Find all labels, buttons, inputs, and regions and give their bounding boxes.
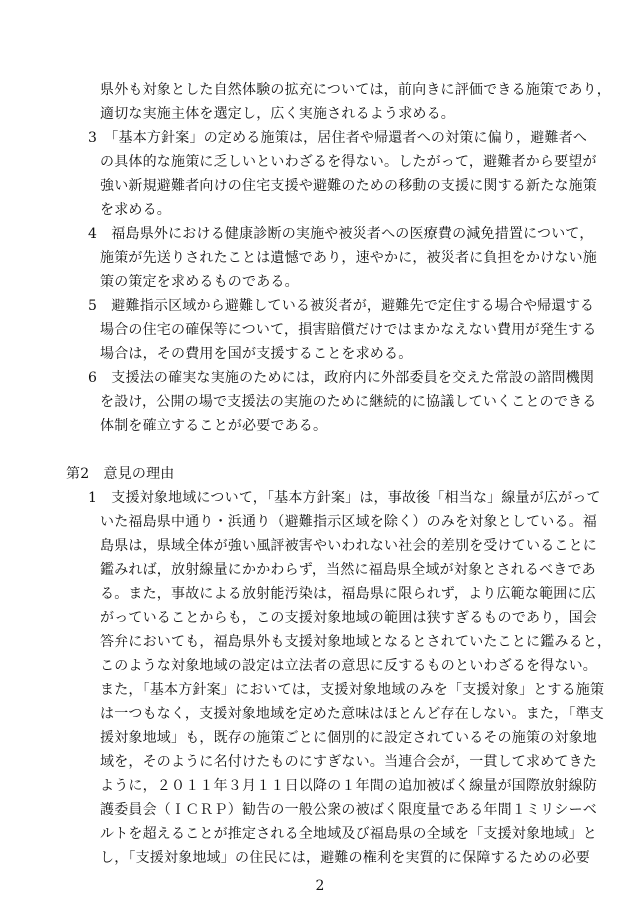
- text-line: 施策が先送りされたことは遺憾であり，速やかに，被災者に負担をかけない施: [100, 250, 597, 266]
- list-item-6-line: 6 支援法の確実な実施のためには，政府内に外部委員を交えた常設の諮問機関: [88, 370, 595, 386]
- list-item-4-line: 4 福島県外における健康診断の実施や被災者への医療費の減免措置について，: [88, 226, 594, 242]
- section-heading: 第2 意見の理由: [66, 466, 175, 482]
- list-item-5-line: 5 避難指示区域から避難している被災者が，避難先で定住する場合や帰還する: [88, 298, 595, 314]
- text-line: る。また，事故による放射能汚染は，福島県に限られず，より広範な範囲に広: [100, 586, 596, 602]
- text-line: 場合の住宅の確保等について，損害賠償だけではまかなえない費用が発生する: [100, 322, 597, 338]
- text-line: を求める。: [100, 202, 171, 218]
- text-line: 答弁においても，福島県外も支援対象地域となるとされていたことに鑑みると，: [100, 634, 612, 650]
- text-line: 島県は，県域全体が強い風評被害やいわれない社会的差別を受けていることに: [100, 538, 597, 554]
- text-line: は一つもなく，支援対象地域を定めた意味はほとんど存在しない。また，「準支: [100, 706, 604, 722]
- text-line: の具体的な施策に乏しいといわざるを得ない。したがって，避難者から要望が: [100, 154, 597, 170]
- text-line: また，「基本方針案」においては，支援対象地域のみを「支援対象」とする施策: [100, 682, 605, 698]
- text-line: ルトを超えることが推定される全地域及び福島県の全域を「支援対象地域」と: [100, 826, 597, 842]
- text-line: がっていることからも，この支援対象地域の範囲は狭すぎるものであり，国会: [100, 610, 597, 626]
- text-line: を設け，公開の場で支援法の実施のために継続的に協議していくことのできる: [100, 394, 597, 410]
- text-line: し，「支援対象地域」の住民には，避難の権利を実質的に保障するための必要: [100, 850, 590, 866]
- text-line: 体制を確立することが必要である。: [100, 418, 328, 434]
- text-line: 強い新規避難者向けの住宅支援や避難のための移動の支援に関する新たな施策: [100, 178, 597, 194]
- text-line: いた福島県中通り・浜通り（避難指示区域を除く）のみを対象としている。福: [100, 514, 597, 530]
- list-item-3-line: 3 「基本方針案」の定める施策は，居住者や帰還者への対策に偏り，避難者へ: [88, 130, 588, 146]
- text-line: 域を，そのように名付けたものにすぎない。当連合会が，一貫して求めてきた: [100, 754, 597, 770]
- text-line: 適切な実施主体を選定し，広く実施されるよう求める。: [100, 106, 455, 122]
- text-line: ように，２０１１年３月１１日以降の１年間の追加被ばく線量が国際放射線防: [100, 778, 597, 794]
- text-line: 援対象地域」も，既存の施策ごとに個別的に設定されているその施策の対象地: [100, 730, 597, 746]
- text-line: 場合は，その費用を国が支援することを求める。: [100, 346, 413, 362]
- text-line: 策の策定を求めるものである。: [100, 274, 299, 290]
- reason-item-1-line: 1 支援対象地域について，「基本方針案」は，事故後「相当な」線量が広がって: [88, 490, 601, 506]
- text-line: 護委員会（ＩＣＲＰ）勧告の一般公衆の被ばく限度量である年間１ミリシーベ: [100, 802, 597, 818]
- text-line: 県外も対象とした自然体験の拡充については，前向きに評価できる施策であり，: [100, 82, 611, 98]
- page-number: 2: [315, 878, 325, 894]
- text-line: 鑑みれば，放射線量にかかわらず，当然に福島県全域が対象とされるべきであ: [100, 562, 596, 578]
- text-line: このような対象地域の設定は立法者の意思に反するものといわざるを得ない。: [100, 658, 597, 674]
